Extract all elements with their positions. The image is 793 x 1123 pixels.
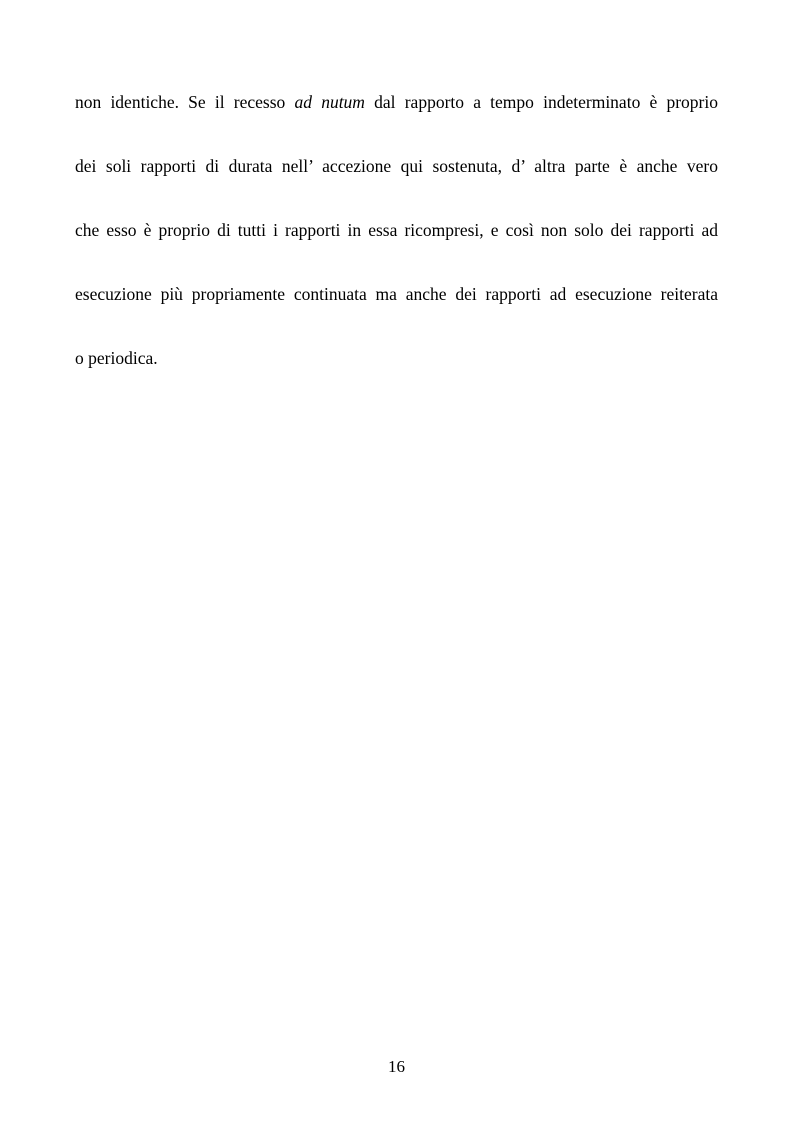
line-1-text-before: non identiche. Se il recesso bbox=[75, 92, 295, 112]
paragraph-line-4: esecuzione più propriamente continuata ma anche dei rapporti ad esecuzione reiterata bbox=[75, 284, 718, 304]
line-1-italic-term: ad nutum bbox=[294, 92, 365, 112]
paragraph-line-5: o periodica. bbox=[75, 348, 158, 368]
paragraph-line-2: dei soli rapporti di durata nell’ accezione qui sostenuta, d’ altra parte è anche vero bbox=[75, 156, 718, 176]
body-paragraph bbox=[75, 91, 718, 411]
page-number: 16 bbox=[388, 1057, 405, 1076]
paragraph-line-3: che esso è proprio di tutti i rapporti in essa ricompresi, e così non solo dei rapporti ad bbox=[75, 220, 718, 240]
paragraph-line-1 bbox=[75, 91, 718, 113]
line-1-text-after: dal rapporto a tempo indeterminato è proprio bbox=[364, 92, 718, 112]
